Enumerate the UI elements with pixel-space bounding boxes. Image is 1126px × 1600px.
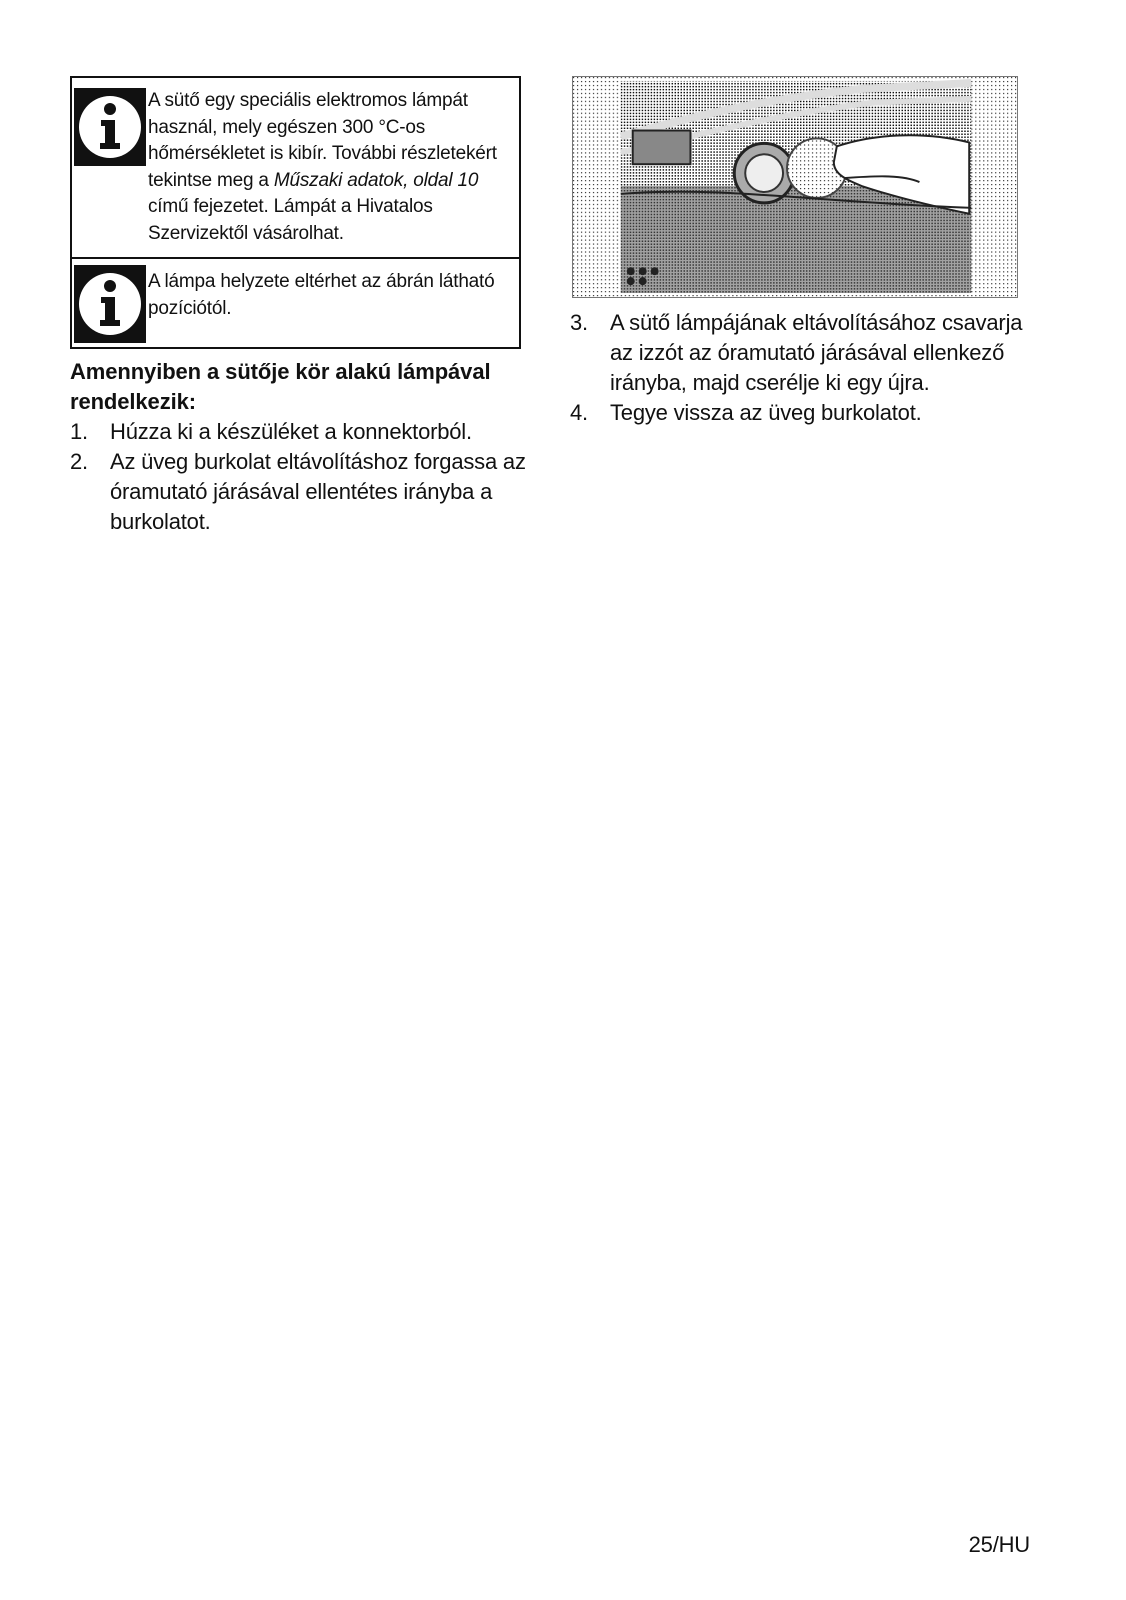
steps-list-right <box>570 308 1050 428</box>
info-notes-box <box>70 76 521 349</box>
section-heading: Amennyiben a sütője kör alakú lámpával rendelkezik: <box>70 359 491 414</box>
info-note-lamp-position <box>72 259 519 347</box>
lamp-replacement-illustration <box>572 76 1018 298</box>
step-number: 3. <box>570 310 588 335</box>
step-item <box>570 308 1050 398</box>
step-text: A sütő lámpájának eltávolításához csavarja az izzót az óramutató járásával ellenkező irányba, majd cserélje ki egy újra. <box>610 310 1023 395</box>
info-note-text: A lámpa helyzete eltérhet az ábrán látható pozíciótól. <box>148 271 495 319</box>
info-icon <box>74 88 146 166</box>
info-icon <box>74 265 146 343</box>
step-number: 1. <box>70 419 88 444</box>
step-text: Az üveg burkolat eltávolításhoz forgassa az óramutató járásával ellentétes irányba a burkolatot. <box>110 449 526 534</box>
step-text: Húzza ki a készüléket a konnektorból. <box>110 419 472 444</box>
page-number: 25/HU <box>968 1532 1030 1557</box>
step-text: Tegye vissza az üveg burkolatot. <box>610 400 922 425</box>
info-note-text: A sütő egy speciális elektromos lámpát használ, mely egészen 300 °C-os hőmérsékletet is kibír. További részletekért tekintse meg a Műszaki adatok, oldal 10 című fejezetet. Lámpát a Hivatalos Szervizektől vásárolhat. <box>148 90 497 244</box>
step-item <box>70 447 540 537</box>
step-number: 4. <box>570 400 588 425</box>
info-note-lamp-type <box>72 78 519 259</box>
steps-list-left <box>70 417 540 537</box>
reference-link-text: Műszaki adatok, oldal 10 <box>273 169 479 191</box>
step-number: 2. <box>70 449 88 474</box>
step-item <box>70 417 540 447</box>
step-item <box>570 398 1050 428</box>
